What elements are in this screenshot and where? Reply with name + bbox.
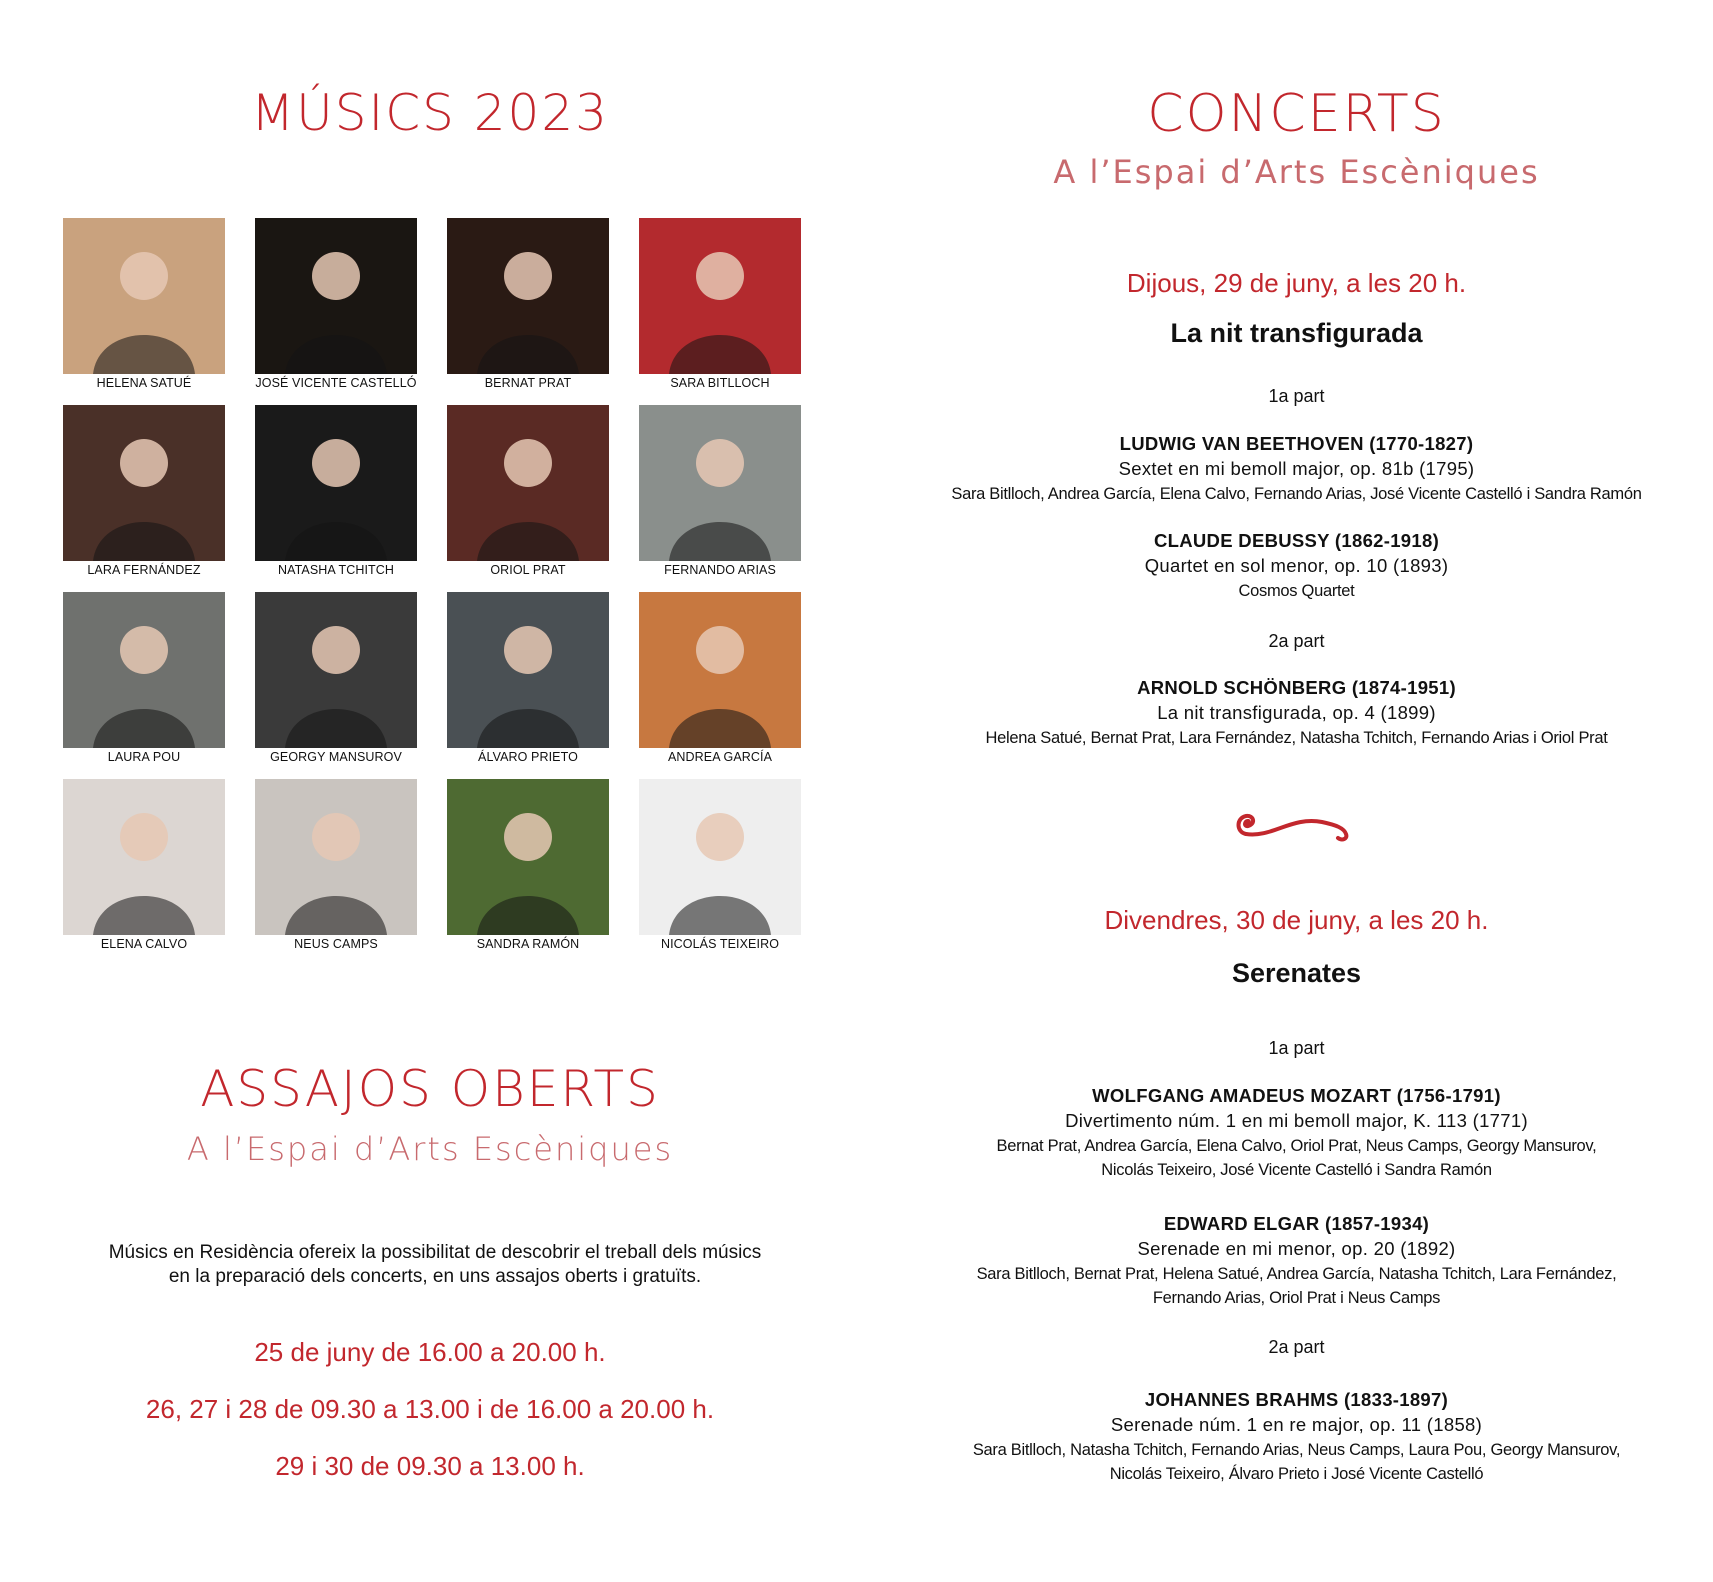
musician-portrait-icon	[447, 405, 609, 561]
rehearsals-subtitle: A l’Espai d’Arts Escèniques	[186, 1130, 674, 1168]
musician-photo	[447, 779, 609, 935]
musician-name: FERNANDO ARIAS	[664, 563, 776, 577]
performers: Sara Bitlloch, Bernat Prat, Helena Satué, Andrea García, Natasha Tchitch, Lara Fernández,	[976, 1265, 1617, 1283]
musician-card	[255, 592, 417, 778]
musician-card	[447, 405, 609, 591]
musician-card	[255, 779, 417, 965]
musician-photo	[255, 779, 417, 935]
musician-photo	[63, 405, 225, 561]
musician-photo	[255, 592, 417, 748]
musician-card	[255, 405, 417, 591]
musician-portrait-icon	[639, 405, 801, 561]
performers: Bernat Prat, Andrea García, Elena Calvo, Oriol Prat, Neus Camps, Georgy Mansurov,	[996, 1137, 1597, 1155]
musician-name: NATASHA TCHITCH	[277, 563, 395, 577]
concert2-part2: 2a part	[1268, 1337, 1325, 1357]
performers: Nicolás Teixeiro, José Vicente Castelló i Sandra Ramón	[1101, 1161, 1492, 1179]
composer: ARNOLD SCHÖNBERG (1874-1951)	[1137, 677, 1456, 698]
right-column	[880, 0, 1713, 1582]
musician-card	[63, 405, 225, 591]
work: Quartet en sol menor, op. 10 (1893)	[1144, 555, 1449, 576]
composer: CLAUDE DEBUSSY (1862-1918)	[1153, 530, 1440, 551]
work: Sextet en mi bemoll major, op. 81b (1795)	[1118, 458, 1475, 479]
work: Divertimento núm. 1 en mi bemoll major, K. 113 (1771)	[1065, 1110, 1528, 1131]
intro-line-1: Músics en Residència ofereix la possibilitat de descobrir el treball dels músics	[108, 1242, 762, 1263]
performers: Helena Satué, Bernat Prat, Lara Fernández, Natasha Tchitch, Fernando Arias i Oriol Prat	[985, 729, 1608, 747]
musician-portrait-icon	[63, 218, 225, 374]
rehearsals-intro	[55, 1241, 815, 1289]
musician-name: ORIOL PRAT	[490, 563, 566, 577]
musician-name: JOSÉ VICENTE CASTELLÓ	[255, 376, 417, 390]
musician-portrait-icon	[63, 405, 225, 561]
musician-name: NICOLÁS TEIXEIRO	[660, 937, 780, 951]
musician-portrait-icon	[447, 779, 609, 935]
composer: JOHANNES BRAHMS (1833-1897)	[1144, 1389, 1449, 1410]
composer: WOLFGANG AMADEUS MOZART (1756-1791)	[1092, 1085, 1501, 1106]
musician-photo	[447, 405, 609, 561]
musician-portrait-icon	[447, 592, 609, 748]
musician-portrait-icon	[255, 405, 417, 561]
schedule-item: 26, 27 i 28 de 09.30 a 13.00 i de 16.00 a 20.00 h.	[145, 1394, 715, 1424]
performers: Nicolás Teixeiro, Álvaro Prieto i José Vicente Castelló	[1109, 1465, 1484, 1483]
composer: LUDWIG VAN BEETHOVEN (1770-1827)	[1119, 433, 1474, 454]
work: Serenade en mi menor, op. 20 (1892)	[1137, 1238, 1456, 1259]
musician-portrait-icon	[63, 779, 225, 935]
musician-card	[447, 218, 609, 404]
musician-card	[63, 779, 225, 965]
musician-portrait-icon	[639, 779, 801, 935]
musicians-title: MÚSICS 2023	[250, 84, 609, 142]
performers: Sara Bitlloch, Andrea García, Elena Calvo, Fernando Arias, José Vicente Castelló i Sandra Ramón	[951, 485, 1642, 503]
musician-photo	[447, 592, 609, 748]
musician-photo	[639, 592, 801, 748]
concerts-title: CONCERTS	[1147, 84, 1446, 144]
musician-portrait-icon	[255, 779, 417, 935]
performers: Fernando Arias, Oriol Prat i Neus Camps	[1152, 1289, 1441, 1307]
musician-portrait-icon	[639, 218, 801, 374]
work: La nit transfigurada, op. 4 (1899)	[1157, 702, 1436, 723]
rehearsals-title: ASSAJOS OBERTS	[200, 1060, 660, 1118]
musician-name: ANDREA GARCÍA	[667, 750, 773, 764]
concert1-program: La nit transfigurada	[1170, 318, 1423, 348]
concert1-date: Dijous, 29 de juny, a les 20 h.	[1126, 268, 1467, 298]
composer: EDWARD ELGAR (1857-1934)	[1163, 1213, 1430, 1234]
musician-photo	[63, 218, 225, 374]
schedule-item: 25 de juny de 16.00 a 20.00 h.	[254, 1337, 606, 1367]
musician-card	[639, 592, 801, 778]
musician-card	[63, 218, 225, 404]
musician-name: SARA BITLLOCH	[670, 376, 770, 390]
concert1-part2: 2a part	[1268, 631, 1325, 651]
performers: Sara Bitlloch, Natasha Tchitch, Fernando Arias, Neus Camps, Laura Pou, Georgy Mansurov,	[972, 1441, 1621, 1459]
performers: Cosmos Quartet	[1238, 582, 1355, 600]
musician-photo	[639, 218, 801, 374]
musician-photo	[63, 592, 225, 748]
musician-name: GEORGY MANSUROV	[270, 750, 402, 764]
concerts-subtitle: A l’Espai d’Arts Escèniques	[1053, 153, 1540, 191]
concert2-date: Divendres, 30 de juny, a les 20 h.	[1104, 905, 1489, 935]
schedule-item: 29 i 30 de 09.30 a 13.00 h.	[275, 1451, 585, 1481]
musician-name: NEUS CAMPS	[294, 937, 378, 951]
musician-name: ÁLVARO PRIETO	[478, 750, 578, 764]
musician-photo	[639, 779, 801, 935]
musician-name: HELENA SATUÉ	[96, 376, 192, 390]
musician-photo	[447, 218, 609, 374]
musician-portrait-icon	[63, 592, 225, 748]
concert1-part1: 1a part	[1268, 386, 1325, 406]
concert2-program: Serenates	[1231, 958, 1362, 988]
musician-card	[639, 405, 801, 591]
musician-card	[255, 218, 417, 404]
musician-portrait-icon	[447, 218, 609, 374]
musician-portrait-icon	[255, 218, 417, 374]
musician-card	[63, 592, 225, 778]
work: Serenade núm. 1 en re major, op. 11 (1858)	[1110, 1414, 1483, 1435]
musician-name: LARA FERNÁNDEZ	[87, 563, 201, 577]
ornament-flourish-icon	[1232, 808, 1356, 848]
musician-card	[447, 779, 609, 965]
musician-card	[447, 592, 609, 778]
musician-name: ELENA CALVO	[100, 937, 188, 951]
musician-photo	[639, 405, 801, 561]
musician-name: LAURA POU	[107, 750, 181, 764]
musician-card	[639, 218, 801, 404]
musician-portrait-icon	[255, 592, 417, 748]
musician-portrait-icon	[639, 592, 801, 748]
musician-photo	[255, 405, 417, 561]
musician-photo	[255, 218, 417, 374]
concert2-part1: 1a part	[1268, 1038, 1325, 1058]
musician-photo	[63, 779, 225, 935]
intro-line-2: en la preparació dels concerts, en uns assajos oberts i gratuïts.	[168, 1266, 702, 1287]
musician-name: BERNAT PRAT	[484, 376, 572, 390]
musician-card	[639, 779, 801, 965]
musician-name: SANDRA RAMÓN	[476, 937, 580, 951]
